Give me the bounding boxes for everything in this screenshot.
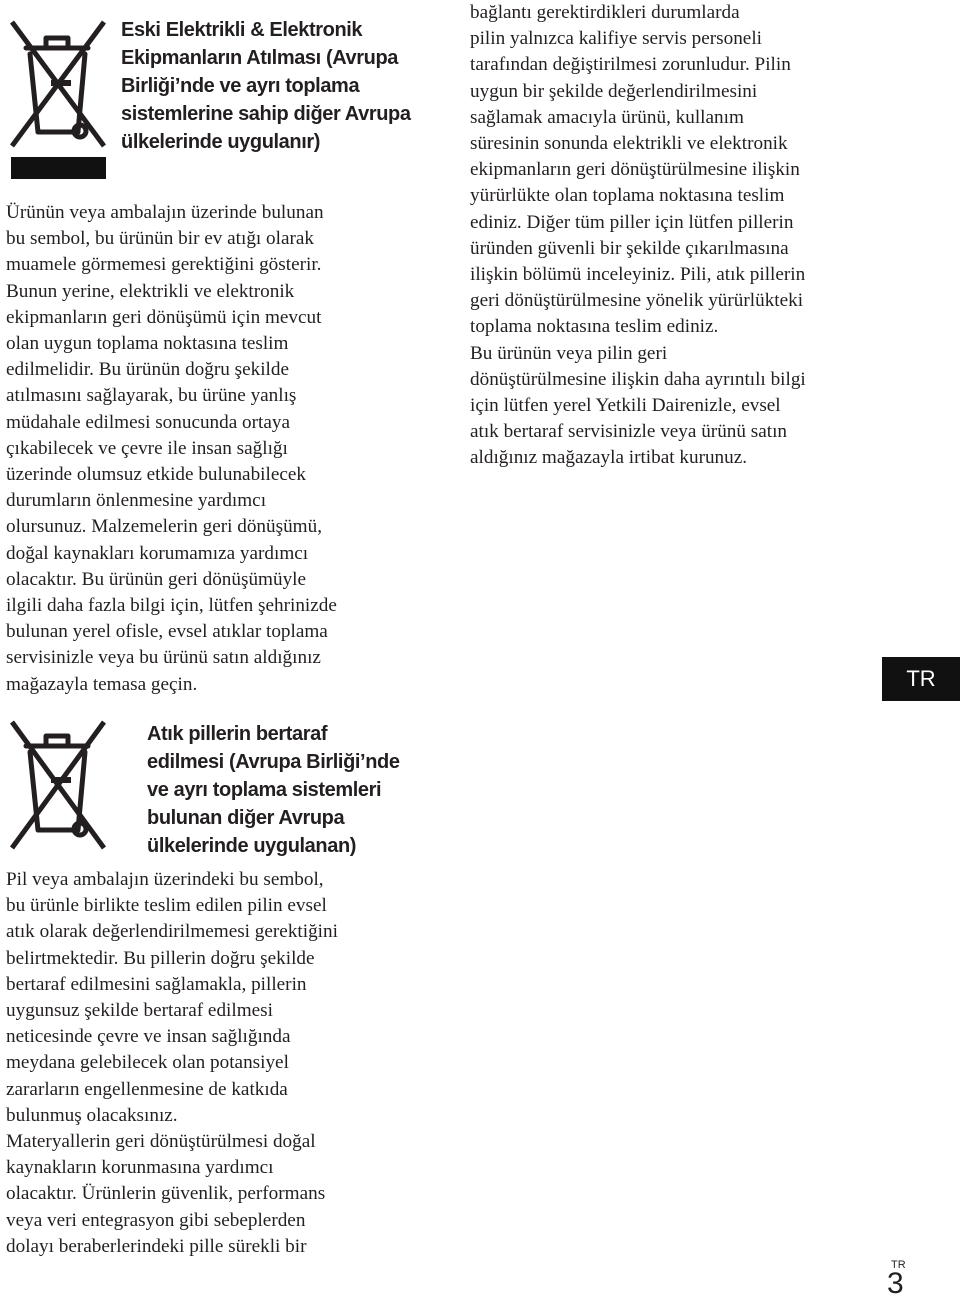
text-line: ekipmanların geri dönüştürülmesine ilişkin [470, 159, 800, 181]
text-line: edilmelidir. Bu ürünün doğru şekilde [6, 359, 289, 381]
text-line: olursunuz. Malzemelerin geri dönüşümü, [6, 516, 322, 538]
heading-line: Birliği’nde ve ayrı toplama [121, 75, 360, 97]
text-line: ilişkin bölümü inceleyiniz. Pili, atık pillerin [470, 264, 806, 286]
text-line: pilin yalnızca kalifiye servis personeli [470, 28, 762, 50]
heading-line: edilmesi (Avrupa Birliği’nde [147, 751, 400, 773]
text-line: atılmasını sağlayarak, bu ürüne yanlış [6, 385, 297, 407]
text-line: servisinizle veya bu ürünü satın aldığınız [6, 647, 321, 669]
text-line: için lütfen yerel Yetkili Dairenizle, evsel [470, 395, 781, 417]
footer-language-code: TR [891, 1259, 906, 1271]
text-line: üzerinde olumsuz etkide bulunabilecek [6, 464, 306, 486]
heading-line: ülkelerinde uygulanır) [121, 131, 321, 153]
heading-line: bulunan diğer Avrupa [147, 807, 345, 829]
text-line: uygun bir şekilde değerlendirilmesini [470, 80, 758, 102]
text-line: dolayı beraberlerindeki pille sürekli bir [6, 1235, 307, 1257]
text-line: Pil veya ambalajın üzerindeki bu sembol, [6, 869, 324, 890]
text-line: Bu ürünün veya pilin geri [470, 342, 668, 364]
text-line: atık olarak değerlendirilmemesi gerektiğini [6, 921, 338, 943]
text-line: kaynakların korunmasına yardımcı [6, 1157, 274, 1179]
battery-heading [147, 720, 400, 860]
language-tab: TR [882, 657, 960, 701]
text-line: ekipmanların geri dönüşümü için mevcut [6, 306, 322, 328]
text-line: çıkabilecek ve çevre ile insan sağlığı [6, 437, 288, 459]
text-line: zararların engellenmesine de katkıda [6, 1078, 288, 1100]
text-line: sağlamak amacıyla ürünü, kullanım [470, 106, 744, 128]
text-line: mağazayla temasa geçin. [6, 673, 198, 695]
text-line: olacaktır. Ürünlerin güvenlik, performans [6, 1183, 326, 1205]
text-line: belirtmektedir. Bu pillerin doğru şekilde [6, 947, 315, 969]
text-line: süresinin sonunda elektrikli ve elektronik [470, 133, 788, 155]
weee-heading [121, 16, 411, 156]
text-line: neticesinde çevre ve insan sağlığında [6, 1026, 291, 1048]
text-line: bu sembol, bu ürünün bir ev atığı olarak [6, 228, 315, 250]
column2-body-text [470, 0, 806, 472]
text-line: veya veri entegrasyon gibi sebeplerden [6, 1209, 306, 1231]
text-line: toplama noktasına teslim ediniz. [470, 316, 719, 338]
text-line: bulunan yerel ofisle, evsel atıklar toplama [6, 621, 328, 643]
heading-line: Ekipmanların Atılması (Avrupa [121, 47, 398, 69]
text-line: dönüştürülmesine ilişkin daha ayrıntılı bilgi [470, 368, 806, 390]
page-number: 3 [887, 1267, 904, 1300]
text-line: bulunmuş olacaksınız. [6, 1104, 178, 1126]
text-line: meydana gelebilecek olan potansiyel [6, 1052, 289, 1074]
text-line: aldığınız mağazayla irtibat kurunuz. [470, 447, 748, 469]
text-line: atık bertaraf servisinizle veya ürünü satın [470, 421, 788, 443]
heading-line: Eski Elektrikli & Elektronik [121, 19, 363, 41]
text-line: yürürlükte olan toplama noktasına teslim [470, 185, 785, 207]
text-line: Materyallerin geri dönüştürülmesi doğal [6, 1131, 316, 1153]
text-line: Bunun yerine, elektrikli ve elektronik [6, 280, 295, 302]
heading-line: ve ayrı toplama sistemleri [147, 779, 382, 801]
text-line: durumların önlenmesine yardımcı [6, 490, 267, 512]
text-line: bertaraf edilmesini sağlamakla, pillerin [6, 973, 307, 995]
battery-body-text [6, 867, 338, 1260]
text-line: Ürünün veya ambalajın üzerinde bulunan [6, 202, 324, 223]
text-line: uygunsuz şekilde bertaraf edilmesi [6, 1000, 273, 1022]
text-line: bağlantı gerektirdikleri durumlarda [470, 2, 740, 23]
heading-line: Atık pillerin bertaraf [147, 723, 328, 745]
text-line: doğal kaynakları korumamıza yardımcı [6, 542, 309, 564]
weee-body-text [6, 200, 337, 698]
text-line: olan uygun toplama noktasına teslim [6, 333, 289, 355]
text-line: muamele görmemesi gerektiğini gösterir. [6, 254, 322, 276]
text-line: tarafından değiştirilmesi zorunludur. Pilin [470, 54, 791, 76]
text-line: ediniz. Diğer tüm piller için lütfen pillerin [470, 211, 794, 233]
text-line: bu ürünle birlikte teslim edilen pilin evsel [6, 895, 327, 917]
text-line: üründen güvenli bir şekilde çıkarılmasına [470, 237, 789, 259]
text-line: geri dönüştürülmesine yönelik yürürlükteki [470, 290, 804, 312]
crossed-out-wheelie-bin-with-bar-icon [8, 14, 108, 180]
text-line: müdahale edilmesi sonucunda ortaya [6, 411, 290, 433]
crossed-out-wheelie-bin-icon [8, 720, 108, 860]
text-line: olacaktır. Bu ürünün geri dönüşümüyle [6, 568, 307, 590]
heading-line: ülkelerinde uygulanan) [147, 835, 357, 857]
text-line: ilgili daha fazla bilgi için, lütfen şehrinizde [6, 595, 337, 617]
heading-line: sistemlerine sahip diğer Avrupa [121, 103, 411, 125]
